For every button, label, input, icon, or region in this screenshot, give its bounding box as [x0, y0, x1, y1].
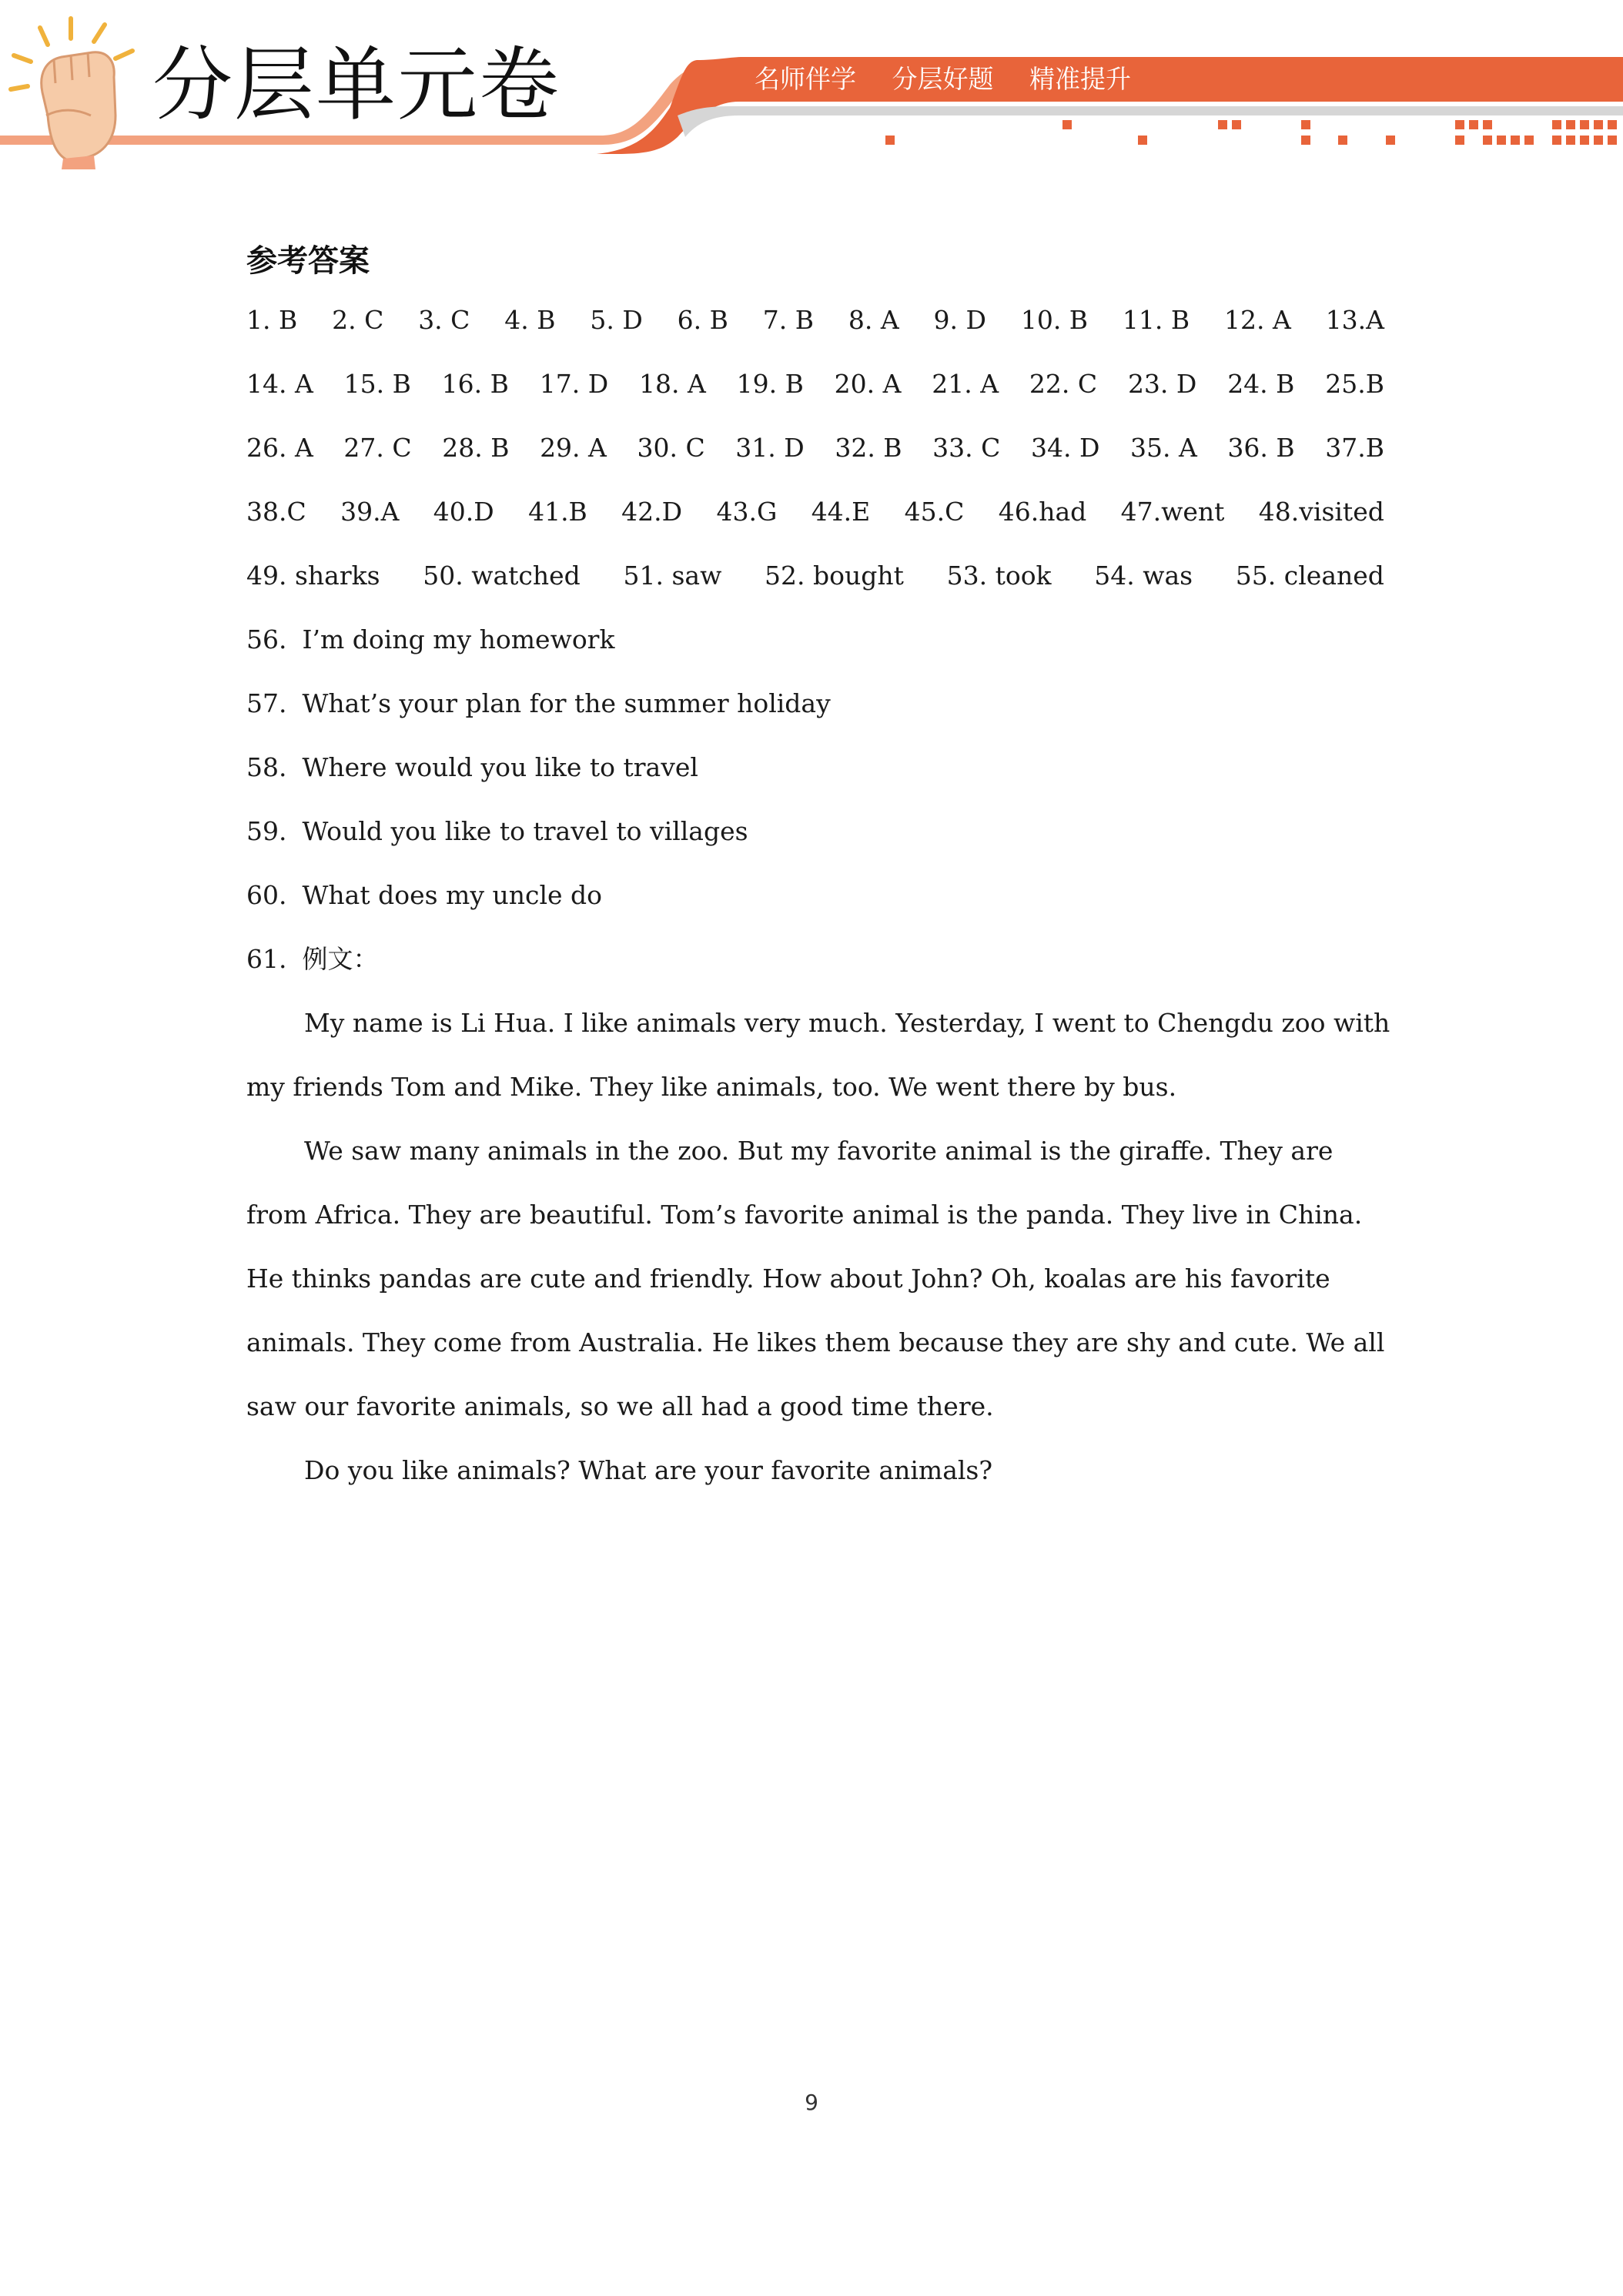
- brand-title: 分层单元卷: [152, 38, 561, 132]
- answer-item: 35. A: [1130, 433, 1197, 463]
- answer-item: 54. was: [1094, 561, 1193, 591]
- sentence-text: What’s your plan for the summer holiday: [302, 688, 831, 718]
- answer-item: 33. C: [932, 433, 1001, 463]
- answer-list: [246, 288, 1401, 607]
- answer-item: 24. B: [1227, 369, 1295, 399]
- answer-item: 19. B: [736, 369, 804, 399]
- sentence-answer: [246, 671, 1401, 735]
- question-number: 61.: [246, 944, 287, 974]
- answer-item: 27. C: [343, 433, 412, 463]
- answer-item: 17. D: [539, 369, 609, 399]
- answer-item: 18. A: [638, 369, 706, 399]
- answer-item: 39.A: [340, 497, 400, 527]
- answer-item: 11. B: [1122, 305, 1190, 335]
- essay-paragraph: Do you like animals? What are your favorite animals?: [304, 1455, 993, 1485]
- answer-row: [246, 352, 1384, 416]
- answer-item: 53. took: [946, 561, 1052, 591]
- sample-essay: [246, 991, 1401, 1502]
- answer-item: 12. A: [1224, 305, 1291, 335]
- answer-item: 45.C: [904, 497, 965, 527]
- sentence-answers: [246, 607, 1401, 991]
- sentence-answer: [246, 863, 1401, 927]
- answer-item: 51. saw: [623, 561, 722, 591]
- answer-content: [246, 231, 1401, 1502]
- answer-item: 6. B: [677, 305, 728, 335]
- answer-item: 31. D: [735, 433, 805, 463]
- answer-row: [246, 416, 1384, 480]
- answer-item: 8. A: [848, 305, 899, 335]
- answer-item: 20. A: [834, 369, 902, 399]
- answer-item: 14. A: [246, 369, 313, 399]
- sentence-text: 例文：: [302, 944, 379, 974]
- slogan-item: 精准提升: [1029, 64, 1131, 94]
- answer-item: 9. D: [933, 305, 986, 335]
- sentence-text: Would you like to travel to villages: [302, 816, 748, 846]
- answer-item: 36. B: [1227, 433, 1295, 463]
- sentence-text: What does my uncle do: [302, 880, 603, 910]
- slogan-item: 分层好题: [892, 64, 994, 94]
- answer-row: [246, 544, 1384, 607]
- answer-item: 38.C: [246, 497, 306, 527]
- answer-item: 41.B: [528, 497, 587, 527]
- answer-item: 23. D: [1127, 369, 1197, 399]
- answer-row: [246, 480, 1384, 544]
- sentence-answer: [246, 927, 1401, 991]
- answer-item: 22. C: [1029, 369, 1098, 399]
- essay-paragraph: We saw many animals in the zoo. But my favorite animal is the giraffe. They are from Africa. They are beautiful. Tom’s favorite animal is the panda. They live in China. He thinks pandas are cute and friendly. How about John? Oh, koalas are his favorite animals. They come from Australia. He likes them because they are shy and cute. We all saw our favorite animals, so we all had a good time there.: [246, 1136, 1385, 1421]
- pixel-dots-decoration: [885, 120, 1617, 145]
- answer-item: 46.had: [998, 497, 1087, 527]
- answer-item: 28. B: [442, 433, 510, 463]
- question-number: 57.: [246, 688, 287, 718]
- answer-item: 25.B: [1325, 369, 1384, 399]
- question-number: 60.: [246, 880, 287, 910]
- answer-item: 49. sharks: [246, 561, 380, 591]
- page-number: 9: [805, 2090, 818, 2115]
- answer-item: 55. cleaned: [1235, 561, 1384, 591]
- section-title: 参考答案: [246, 243, 370, 279]
- answer-item: 3. C: [418, 305, 470, 335]
- answer-item: 50. watched: [423, 561, 581, 591]
- slogan-item: 名师伴学: [755, 64, 856, 94]
- answer-item: 34. D: [1030, 433, 1100, 463]
- sentence-text: I’m doing my homework: [302, 624, 615, 654]
- question-number: 56.: [246, 624, 287, 654]
- answer-item: 5. D: [590, 305, 643, 335]
- answer-item: 42.D: [621, 497, 683, 527]
- answer-item: 44.E: [811, 497, 871, 527]
- answer-item: 7. B: [762, 305, 814, 335]
- sentence-text: Where would you like to travel: [302, 752, 698, 782]
- answer-item: 32. B: [835, 433, 902, 463]
- answer-item: 21. A: [932, 369, 999, 399]
- answer-item: 40.D: [433, 497, 494, 527]
- answer-item: 37.B: [1325, 433, 1384, 463]
- fist-icon: [11, 18, 132, 169]
- header-slogan: [755, 62, 1159, 97]
- answer-item: 48.visited: [1258, 497, 1384, 527]
- answer-item: 47.went: [1120, 497, 1225, 527]
- answer-item: 52. bought: [765, 561, 904, 591]
- sentence-answer: [246, 799, 1401, 863]
- page-header: [0, 0, 1623, 169]
- answer-item: 2. C: [332, 305, 384, 335]
- answer-item: 4. B: [504, 305, 556, 335]
- answer-item: 30. C: [637, 433, 705, 463]
- answer-item: 10. B: [1020, 305, 1089, 335]
- essay-paragraph: My name is Li Hua. I like animals very much. Yesterday, I went to Chengdu zoo with my friends Tom and Mike. They like animals, too. We went there by bus.: [246, 1008, 1390, 1102]
- answer-item: 13.A: [1325, 305, 1384, 335]
- sentence-answer: [246, 735, 1401, 799]
- answer-row: [246, 288, 1384, 352]
- question-number: 58.: [246, 752, 287, 782]
- answer-item: 29. A: [540, 433, 607, 463]
- answer-item: 15. B: [343, 369, 411, 399]
- sentence-answer: [246, 607, 1401, 671]
- answer-item: 26. A: [246, 433, 313, 463]
- answer-item: 1. B: [246, 305, 298, 335]
- question-number: 59.: [246, 816, 287, 846]
- answer-item: 43.G: [716, 497, 778, 527]
- answer-item: 16. B: [441, 369, 509, 399]
